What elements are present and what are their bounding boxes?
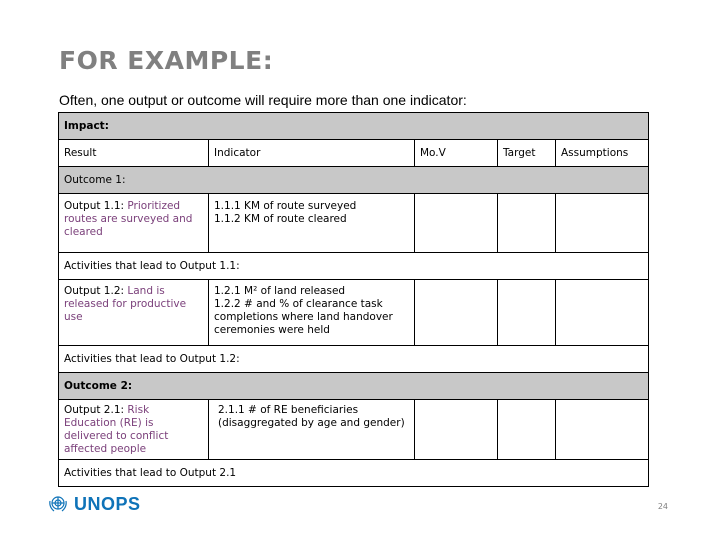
output-2-1-indicator <box>209 400 415 460</box>
outcome-1-label: Outcome 1: <box>59 167 649 194</box>
output-1-1-assumptions <box>556 194 649 253</box>
outcome-2-label: Outcome 2: <box>59 373 649 400</box>
impact-row <box>59 113 649 140</box>
output-1-2-assumptions <box>556 280 649 346</box>
output-1-1-prefix: Output 1.1: <box>64 200 128 212</box>
page-number: 24 <box>657 502 668 511</box>
output-2-1-mov <box>415 400 498 460</box>
output-1-2-result <box>59 280 209 346</box>
output-1-2-target <box>498 280 556 346</box>
impact-label: Impact: <box>59 113 649 140</box>
output-2-1-text: Risk Education (RE) is delivered to conflict affected people <box>64 404 169 455</box>
output-1-1-mov <box>415 194 498 253</box>
output-1-1-text: Prioritized routes are surveyed and cleared <box>64 200 193 238</box>
activities-1-2-row <box>59 346 649 373</box>
header-row <box>59 140 649 167</box>
indicator-1-2-2: 1.2.2 # and % of clearance task completions where land handover ceremonies were held <box>214 298 393 336</box>
output-1-2-prefix: Output 1.2: <box>64 285 128 297</box>
unops-wordmark: UNOPS <box>74 493 141 514</box>
activities-2-1-row <box>59 460 649 487</box>
outcome-2-row <box>59 373 649 400</box>
header-indicator: Indicator <box>209 140 415 167</box>
output-2-1-target <box>498 400 556 460</box>
output-2-1-result <box>59 400 209 460</box>
output-2-1-assumptions <box>556 400 649 460</box>
header-mov: Mo.V <box>415 140 498 167</box>
activities-1-1-row <box>59 253 649 280</box>
unops-logo <box>48 494 141 514</box>
output-1-2-row <box>59 280 649 346</box>
header-assumptions: Assumptions <box>556 140 649 167</box>
un-emblem-icon <box>48 495 68 513</box>
activities-1-1-label: Activities that lead to Output 1.1: <box>59 253 649 280</box>
output-1-2-text: Land is released for productive use <box>64 285 187 323</box>
indicator-2-1-1: 2.1.1 # of RE beneficiaries (disaggregated by age and gender) <box>218 404 405 429</box>
indicator-1-2-1: 1.2.1 M² of land released <box>214 285 346 297</box>
header-target: Target <box>498 140 556 167</box>
intro-text: Often, one output or outcome will require more than one indicator: <box>59 92 467 108</box>
output-1-1-target <box>498 194 556 253</box>
output-1-1-row <box>59 194 649 253</box>
output-1-2-indicator <box>209 280 415 346</box>
indicator-1-1-1: 1.1.1 KM of route surveyed <box>214 200 357 212</box>
indicator-1-1-2: 1.1.2 KM of route cleared <box>214 213 347 225</box>
output-2-1-prefix: Output 2.1: <box>64 404 128 416</box>
output-2-1-row <box>59 400 649 460</box>
logframe-table <box>58 112 649 487</box>
header-result: Result <box>59 140 209 167</box>
output-1-1-result <box>59 194 209 253</box>
outcome-1-row <box>59 167 649 194</box>
activities-1-2-label: Activities that lead to Output 1.2: <box>59 346 649 373</box>
output-1-2-mov <box>415 280 498 346</box>
output-1-1-indicator <box>209 194 415 253</box>
activities-2-1-label: Activities that lead to Output 2.1 <box>59 460 649 487</box>
slide-title: FOR EXAMPLE: <box>59 46 274 75</box>
